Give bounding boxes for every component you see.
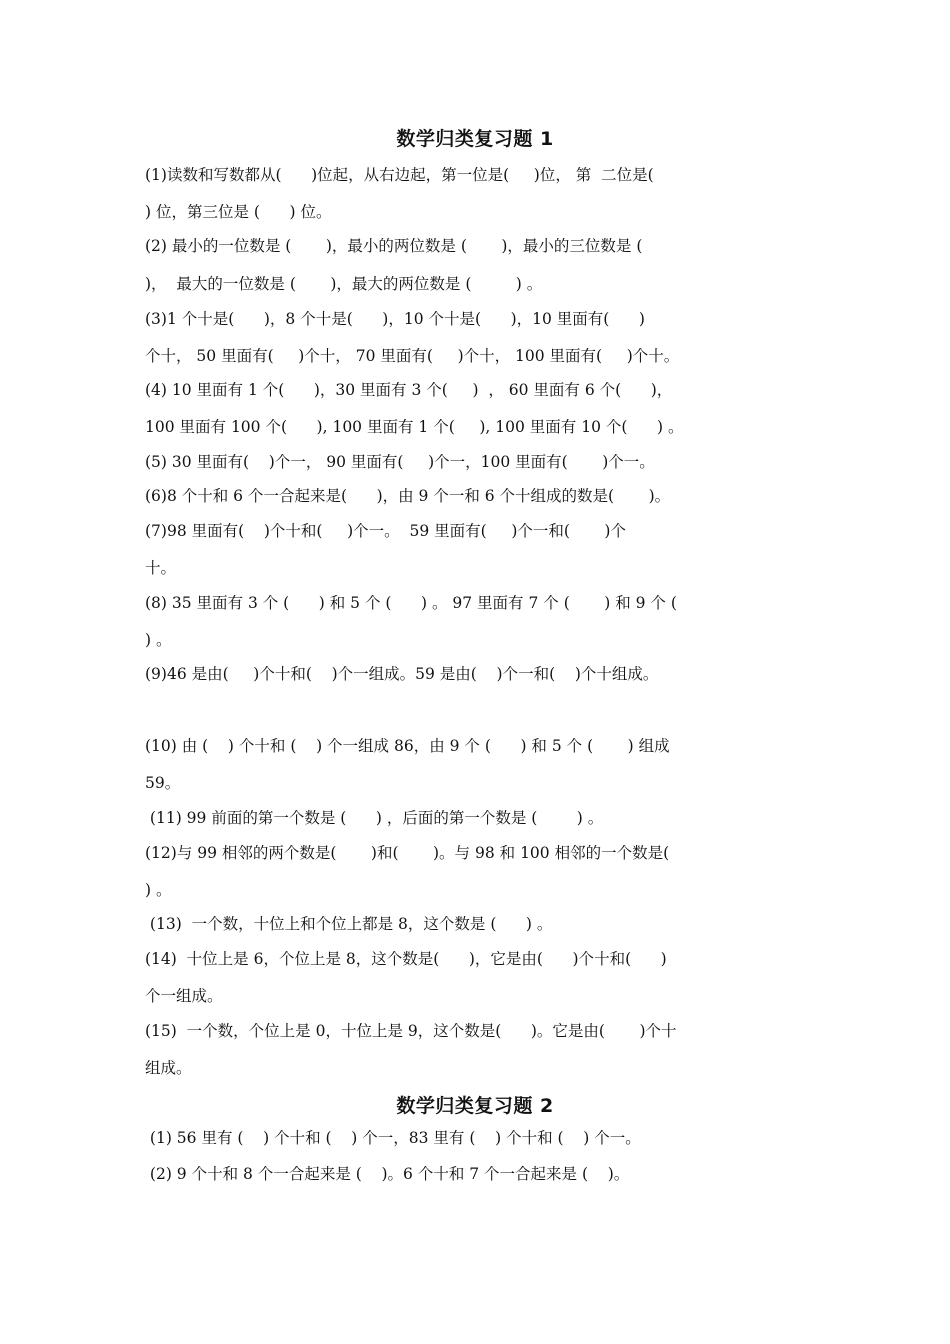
q3-line-2: 个十， 50 里面有( )个十， 70 里面有( )个十， 100 里面有( )个十。: [145, 347, 680, 365]
q6-line: (6)8 个十和 6 个一合起来是( )，由 9 个一和 6 个十组成的数是( )。: [145, 487, 671, 505]
q11-line: (11) 99 前面的第一个数是 ( ) ，后面的第一个数是 ( ) 。: [145, 809, 604, 827]
section2-title: 数学归类复习题 2: [396, 1095, 554, 1117]
q14-line-2: 个一组成。: [145, 987, 223, 1005]
s2-q2-line: (2) 9 个十和 8 个一合起来是 ( )。6 个十和 7 个一合起来是 ( )。: [145, 1165, 630, 1183]
q12-line-2: ) 。: [145, 881, 172, 899]
q15-line-2: 组成。: [145, 1059, 192, 1077]
q13-line: (13) 一个数，十位上和个位上都是 8，这个数是 ( ) 。: [145, 915, 553, 933]
q1-line-1: (1)读数和写数都从( )位起，从右边起，第一位是( )位， 第 二位是(: [145, 166, 654, 184]
q12-line-1: (12)与 99 相邻的两个数是( )和( )。与 98 和 100 相邻的一个数是(: [145, 844, 670, 862]
q10-line-1: (10) 由 ( ) 个十和 ( ) 个一组成 86，由 9 个 ( ) 和 5 个 ( ) 组成: [145, 737, 670, 755]
q3-line-1: (3)1 个十是( )，8 个十是( )，10 个十是( )，10 里面有( ): [145, 310, 645, 328]
s2-q1-line: (1) 56 里有 ( ) 个十和 ( ) 个一，83 里有 ( ) 个十和 ( ) 个一。: [145, 1129, 641, 1147]
q5-line: (5) 30 里面有( )个一， 90 里面有( )个一，100 里面有( )个一。: [145, 453, 655, 471]
q8-line-1: (8) 35 里面有 3 个 ( ) 和 5 个 ( ) 。 97 里面有 7 个 ( ) 和 9 个 (: [145, 594, 677, 612]
q2-line-2: )， 最大的一位数是 ( )，最大的两位数是 ( ) 。: [145, 275, 543, 293]
q4-line-2: 100 里面有 100 个( ), 100 里面有 1 个( ), 100 里面有 10 个( ) 。: [145, 418, 684, 436]
q1-line-2: ) 位，第三位是 ( ) 位。: [145, 203, 332, 221]
q10-line-2: 59。: [145, 774, 181, 792]
q4-line-1: (4) 10 里面有 1 个( )，30 里面有 3 个( ) ， 60 里面有 6 个( )，: [145, 381, 673, 399]
q7-line-1: (7)98 里面有( )个十和( )个一。 59 里面有( )个一和( )个: [145, 522, 626, 540]
q9-line: (9)46 是由( )个十和( )个一组成。59 是由( )个一和( )个十组成。: [145, 665, 659, 683]
q14-line-1: (14) 十位上是 6，个位上是 8，这个数是( )，它是由( )个十和( ): [145, 950, 667, 968]
section1-title: 数学归类复习题 1: [396, 128, 554, 150]
q8-line-2: ) 。: [145, 631, 172, 649]
q2-line-1: (2) 最小的一位数是 ( )，最小的两位数是 ( )，最小的三位数是 (: [145, 237, 643, 255]
q7-line-2: 十。: [145, 559, 177, 577]
q15-line-1: (15) 一个数，个位上是 0，十位上是 9，这个数是( )。它是由( )个十: [145, 1022, 677, 1040]
